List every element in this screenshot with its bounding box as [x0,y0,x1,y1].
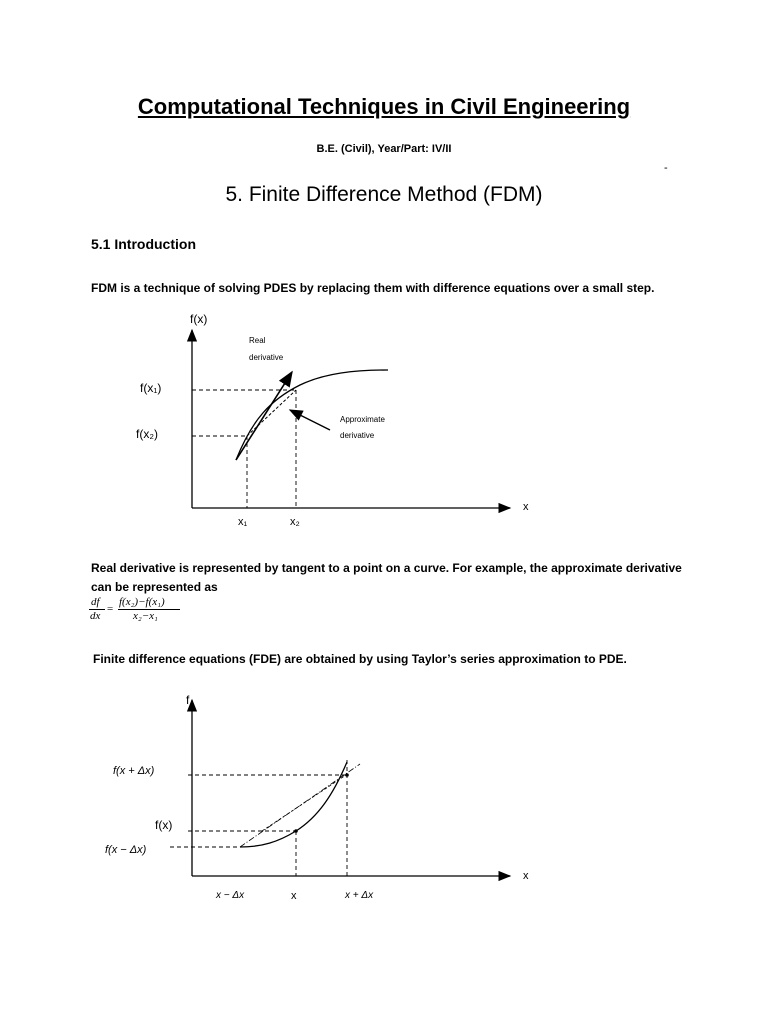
section-heading: 5.1 Introduction [91,236,196,252]
fx-label: f(x) [155,818,173,832]
secant-line [262,775,346,831]
formula-lhs-numerator: df [91,596,100,608]
approx-label-2: derivative [340,431,375,440]
real-derivative-line-1: Real derivative is represented by tangent to a point on a curve. For example, the approximate derivative [91,561,682,575]
x-minus-label: x − Δx [216,890,245,901]
real-label-2: derivative [249,353,284,362]
document-title: Computational Techniques in Civil Engineering [137,94,631,119]
point-fx [294,829,298,833]
approx-label-1: Approximate [340,415,385,424]
x2-label: x₂ [290,516,300,528]
fx2-label: f(x₂) [136,427,158,441]
y-axis-label: f [186,693,190,707]
point-f-plus [345,773,349,777]
formula-rhs-denominator: x₂−x₁ [133,610,158,622]
f-plus-label: f(x + Δx) [113,765,155,777]
intro-paragraph: FDM is a technique of solving PDES by replacing them with difference equations over a small step. [91,281,655,295]
x-axis-label: x [523,501,529,513]
formula-equals: = [107,603,114,615]
chapter-title: 5. Finite Difference Method (FDM) [225,183,543,206]
real-label-1: Real [249,336,266,345]
y-axis-label: f(x) [190,312,208,326]
fde-paragraph: Finite difference equations (FDE) are obtained by using Taylor’s series approximation to PDE. [93,652,627,666]
stray-mark: - [664,162,668,174]
real-derivative-line-2: can be represented as [91,580,218,594]
x-axis-label: x [523,870,529,882]
course-subtitle: B.E. (Civil), Year/Part: IV/II [316,143,452,155]
x-label: x [291,890,297,902]
formula-rhs-numerator: f(x₂)−f(x₁) [119,596,165,608]
x1-label: x₁ [238,516,248,528]
formula-lhs-denominator: dx [90,610,101,622]
f-minus-label: f(x − Δx) [105,844,147,856]
x-plus-label: x + Δx [345,890,374,901]
fx1-label: f(x₁) [140,381,162,395]
